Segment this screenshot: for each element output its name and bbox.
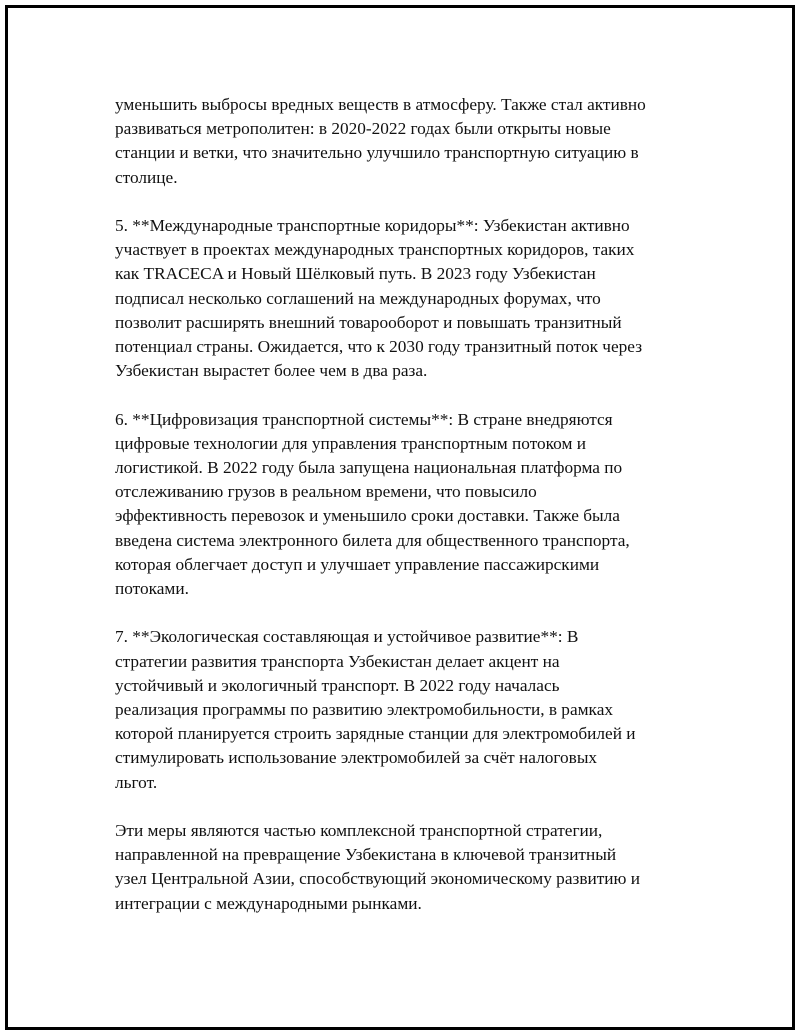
paragraph-conclusion: Эти меры являются частью комплексной транспортной стратегии, направленной на превращение Узбекистана в ключевой транзитный узел Центральной Азии, способствующий экономическому развитию и интеграции с международными рынками. xyxy=(115,821,641,913)
paragraph-metro: уменьшить выбросы вредных веществ в атмосферу. Также стал активно развиваться метрополитен: в 2020-2022 годах были открыты новые станции и ветки, что значительно улучшило транспортную ситуацию в столице. xyxy=(115,95,646,187)
paragraph-international-corridors: 5. **Международные транспортные коридоры**: Узбекистан активно участвует в проектах международных транспортных коридоров, таких как TRACECA и Новый Шёлковый путь. В 2023 году Узбекистан подписал несколько соглашений на международных форумах, что позволит расширять внешний товарооборот и повышать транзитный потенциал страны. Ожидается, что к 2030 году транзитный поток через Узбекистан вырастет более чем в два раза. xyxy=(115,216,643,381)
paragraph-ecology: 7. **Экологическая составляющая и устойчивое развитие**: В стратегии развития транспорта Узбекистан делает акцент на устойчивый и экологичный транспорт. В 2022 году началась реализация программы по развитию электромобильности, в рамках которой планируется строить зарядные станции для электромобилей и стимулировать использование электромобилей за счёт налоговых льгот. xyxy=(115,627,636,792)
paragraph-digitalization: 6. **Цифровизация транспортной системы**: В стране внедряются цифровые технологии для управления транспортным потоком и логистикой. В 2022 году была запущена национальная платформа по отслеживанию грузов в реальном времени, что повысило эффективность перевозок и уменьшило сроки доставки. Также была введена система электронного билета для общественного транспорта, которая облегчает доступ и улучшает управление пассажирскими потоками. xyxy=(115,409,630,599)
page-content xyxy=(115,93,695,940)
